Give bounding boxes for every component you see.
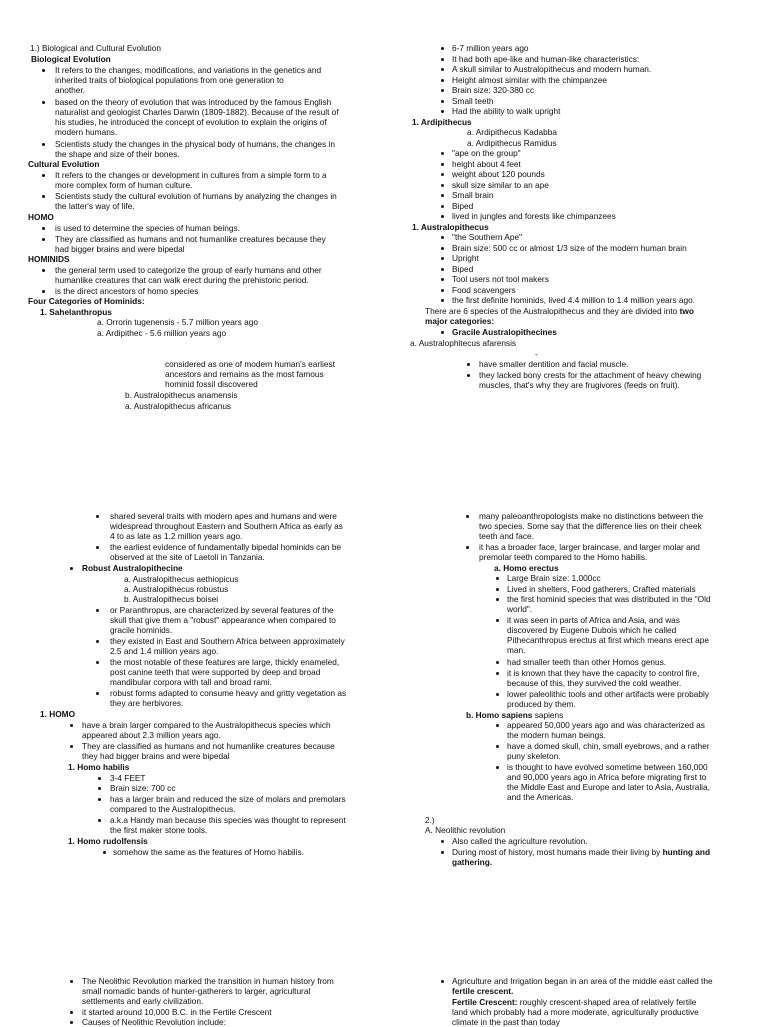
text-line: Also called the agriculture revolution. <box>452 836 588 846</box>
text-line: the earliest evidence of fundamentally bipedal hominids can be <box>110 542 342 552</box>
bullet <box>441 173 444 176</box>
bullet <box>70 1011 73 1014</box>
text-line: man. <box>507 645 526 655</box>
question-2-label: 2.) <box>425 815 435 825</box>
text-line: Small teeth <box>452 96 494 106</box>
bullet <box>42 143 45 146</box>
text-line: it has a broader face, larger braincase, and larger molar and <box>479 542 700 552</box>
text-line: Tool users not tool makers <box>452 274 549 284</box>
bullet <box>441 110 444 113</box>
major-categories-label: major categories: <box>425 316 495 326</box>
species-item: a. Australopithecus africanus <box>125 401 232 411</box>
homo-section-heading: 1. HOMO <box>40 709 76 719</box>
text-line: Small brain <box>452 190 494 200</box>
bullet <box>496 766 499 769</box>
bullet <box>496 661 499 664</box>
text-line: somehow the same as the features of Homo habilis. <box>113 847 304 857</box>
homo-rudolfensis-heading: 1. Homo rudolfensis <box>68 836 148 846</box>
species-item: a. Ardipithec - 5.6 million years ago <box>97 328 227 338</box>
text-line: weight about 120 pounds <box>452 169 545 179</box>
text-line: land which probably had a more moderate, agriculturally productive <box>452 1007 699 1017</box>
text-line: considered as one of modern human's earliest <box>165 359 335 369</box>
gracile-heading: Gracile Australopithecines <box>452 327 557 337</box>
text-line: climate in the past than today <box>452 1017 560 1027</box>
homo-heading: HOMO <box>28 212 54 222</box>
bullet <box>441 268 444 271</box>
text-line: Brain size: 500 cc or almost 1/3 size of the modern human brain <box>452 243 687 253</box>
text-line: 6-7 million years ago <box>452 43 529 53</box>
bullet <box>96 661 99 664</box>
text-line: Causes of Neolithic Revolution include: <box>82 1017 226 1027</box>
text-line: have a domed skull, chin, small eyebrows, and a rather <box>507 741 710 751</box>
text-line: muscles, that's why they are frugivores (feeds on fruit). <box>479 380 680 390</box>
text-line: the most notable of these features are large, thickly enameled, <box>110 657 340 667</box>
bullet <box>496 693 499 696</box>
text-line: compared to the Australopithecus. <box>110 804 236 814</box>
text-line: they lacked bony crests for the attachment of heavy chewing <box>479 370 702 380</box>
text-line: "ape on the group" <box>452 148 521 158</box>
bullet <box>441 205 444 208</box>
text-line: they existed in East and Southern Africa between approximately <box>110 636 345 646</box>
bold-run: Fertile Crescent: <box>452 997 518 1007</box>
text-line: Scientists study the changes in the physical body of humans, the changes in <box>55 139 335 149</box>
bullet <box>42 290 45 293</box>
hominids-heading: HOMINIDS <box>28 254 70 264</box>
text-run: sapiens <box>534 710 564 720</box>
during-line <box>452 847 710 857</box>
text-line: observed at the site of Laetoli in Tanzania. <box>110 552 265 562</box>
bullet <box>96 609 99 612</box>
bullet <box>496 619 499 622</box>
bullet <box>70 980 73 983</box>
text-line: the first maker stone tools. <box>110 825 208 835</box>
bullet <box>70 567 73 570</box>
text-run: There are 6 species of the Australopithecus and they are divided into <box>425 306 678 316</box>
text-line: appeared about 2.3 million years ago. <box>82 730 221 740</box>
text-line: it was seen in parts of Africa and Asia, and was <box>507 615 680 625</box>
text-line: humanlike creatures that can walk erect during the prehistoric period. <box>55 275 309 285</box>
bullet <box>441 152 444 155</box>
species-item: a. Ardipithecus Ramidus <box>467 138 557 148</box>
bullet <box>103 851 106 854</box>
bullet <box>441 68 444 71</box>
text-line: hominid fossil discovered <box>165 379 258 389</box>
bullet <box>441 980 444 983</box>
bullet <box>98 787 101 790</box>
bullet <box>42 174 45 177</box>
text-line: They are classified as humans and not humanlike creatures because <box>82 741 335 751</box>
bullet <box>466 515 469 518</box>
text-line: settlements and early civilization. <box>82 996 204 1006</box>
bold-run: fertile crescent. <box>452 986 514 996</box>
bullet <box>42 227 45 230</box>
bullet <box>496 745 499 748</box>
biological-evolution-heading: Biological Evolution <box>31 54 111 64</box>
bold-run: gathering. <box>452 857 493 867</box>
bullet <box>441 331 444 334</box>
bullet <box>98 798 101 801</box>
sahelanthropus-heading: 1. Sahelanthropus <box>40 307 112 317</box>
text-line: the latter's way of life. <box>55 201 135 211</box>
text-line: Biped <box>452 201 474 211</box>
text-line: is thought to have evolved sometime between 160,000 <box>507 762 708 772</box>
text-line: It refers to the changes or development in cultures from a simple form to a <box>55 170 327 180</box>
text-line: it is known that they have the capacity to control fire, <box>507 668 700 678</box>
text-line: A skull similar to Australopithecus and modern human. <box>452 64 652 74</box>
bullet <box>496 672 499 675</box>
text-line: discovered by Eugene Dubois which he called <box>507 625 677 635</box>
text-line: mandibular corpora with tall and broad rami. <box>110 677 272 687</box>
text-run: During most of history, most humans made their living by <box>452 847 661 857</box>
text-line: Height almost similar with the chimpanzee <box>452 75 607 85</box>
text-line: robust forms adapted to consume heavy and gritty vegetation as <box>110 688 347 698</box>
bullet <box>42 238 45 241</box>
text-line: Upright <box>452 253 479 263</box>
bullet <box>441 851 444 854</box>
text-line: Pithecanthropus erectus at first which means erect ape <box>507 635 709 645</box>
text-line: had bigger brains and were bipedal <box>55 244 185 254</box>
text-line: It refers to the changes, modifications, and variations in the genetics and <box>55 65 322 75</box>
text-line: The Neolithic Revolution marked the transition in human history from <box>82 976 334 986</box>
neolithic-heading: A. Neolithic revolution <box>425 825 506 835</box>
bullet <box>441 79 444 82</box>
text-line: inherited traits of biological populations from one generation to <box>55 75 284 85</box>
text-line: appeared 50,000 years ago and was characterized as <box>507 720 705 730</box>
bullet <box>441 257 444 260</box>
bullet <box>441 89 444 92</box>
bullet <box>98 819 101 822</box>
species-item: b. Australopithecus boisei <box>124 594 219 604</box>
bullet <box>441 47 444 50</box>
text-line: 4 to as late as 1.2 million years ago. <box>110 531 243 541</box>
text-line: many paleoanthropologists make no distinctions between the <box>479 511 704 521</box>
bullet <box>441 236 444 239</box>
bullet <box>42 269 45 272</box>
bullet <box>42 195 45 198</box>
bullet <box>70 745 73 748</box>
bullet <box>496 577 499 580</box>
text-line: Brain size: 700 cc <box>110 783 176 793</box>
text-line: world". <box>507 604 533 614</box>
bullet <box>96 692 99 695</box>
text-line: had smaller teeth than other Homos genus. <box>507 657 667 667</box>
text-line: Lived in shelters, Food gatherers, Crafted materials <box>507 584 696 594</box>
bullet <box>441 194 444 197</box>
text-line: post canine teeth that were supported by deep and broad <box>110 667 321 677</box>
text-line: Large Brain size: 1,000cc <box>507 573 601 583</box>
species-item: a. Australopithecus aethiopicus <box>124 574 239 584</box>
text-line: Scientists study the cultural evolution of humans by analyzing the changes in <box>55 191 337 201</box>
bullet <box>441 58 444 61</box>
text-line: it started around 10,000 B.C. in the Fertile Crescent <box>82 1007 272 1017</box>
text-line: they are herbivores. <box>110 698 184 708</box>
bullet <box>441 100 444 103</box>
text-line: the general term used to categorize the group of early humans and other <box>55 265 322 275</box>
text-line: height about 4 feet <box>452 159 521 169</box>
text-line: is used to determine the species of human beings. <box>55 223 240 233</box>
text-line: Agriculture and Irrigation began in an area of the middle east called the <box>452 976 713 986</box>
bullet <box>96 546 99 549</box>
text-line: Biped <box>452 264 474 274</box>
species-item: a. Australophitecus afarensis <box>410 338 517 348</box>
bold-run: hunting and <box>662 847 711 857</box>
text-line: premolar teeth compared to the Homo habilis. <box>479 552 648 562</box>
text-line: 2.5 and 1.4 million years ago. <box>110 646 219 656</box>
text-line: the first definite hominids, lived 4.4 million to 1.4 million years ago. <box>452 295 696 305</box>
text-line: they had bigger brains and were bipedal <box>82 751 230 761</box>
text-line: skull that give them a "robust" appearance when compared to <box>110 615 336 625</box>
text-line: another. <box>55 85 85 95</box>
bullet <box>466 546 469 549</box>
species-item: a. Orrorin tugenensis - 5.7 million years ago <box>97 317 258 327</box>
text-line: naturalist and geologist Charles Darwin (1809-1882). Because of the result of <box>55 107 339 117</box>
fertile-crescent-line <box>452 997 696 1007</box>
text-line: 3-4 FEET <box>110 773 146 783</box>
homo-habilis-heading: 1. Homo habilis <box>68 762 130 772</box>
bullet <box>96 515 99 518</box>
text-line: have smaller dentition and facial muscle. <box>479 359 629 369</box>
bullet <box>96 640 99 643</box>
text-line: his studies, he introduced the concept of evolution to explain the origins of <box>55 117 327 127</box>
four-categories-heading: Four Categories of Hominids: <box>28 296 145 306</box>
text-line: two species. Some say that the difference lies on their cheek <box>479 521 702 531</box>
homo-sapiens-line <box>466 710 563 720</box>
text-line: puny skeleton. <box>507 751 561 761</box>
bullet <box>441 184 444 187</box>
bullet <box>496 588 499 591</box>
bullet <box>441 163 444 166</box>
bullet <box>70 724 73 727</box>
text-line: gracile hominids. <box>110 625 173 635</box>
text-line: modern humans. <box>55 127 118 137</box>
text-line: the first hominid species that was distributed in the "Old <box>507 594 711 604</box>
text-line: lived in jungles and forests like chimpanzees <box>452 211 616 221</box>
text-line: is the direct ancestors of homo species <box>55 286 199 296</box>
text-line: based on the theory of evolution that was introduced by the famous English <box>55 97 332 107</box>
bullet <box>496 724 499 727</box>
text-line: They are classified as humans and not humanlike creatures because they <box>55 234 326 244</box>
text-line: the Middle East and Europe and later to Asia, Australia, <box>507 782 710 792</box>
six-species-line <box>425 306 694 316</box>
homo-sapiens-heading: b. Homo sapiens <box>466 710 533 720</box>
text-line: skull size similar to an ape <box>452 180 549 190</box>
cultural-evolution-heading: Cultural Evolution <box>28 159 100 169</box>
text-line: because of this, they survived the cold weather. <box>507 678 682 688</box>
species-item: a. Ardipithecus Kadabba <box>467 127 557 137</box>
ardipithecus-heading: 1. Ardipithecus <box>412 117 472 127</box>
question-1-title: 1.) Biological and Cultural Evolution <box>30 43 161 53</box>
bullet <box>98 777 101 780</box>
bullet <box>441 289 444 292</box>
robust-heading: Robust Australopithecine <box>82 563 183 573</box>
homo-erectus-heading: a. Homo erectus <box>494 563 559 573</box>
bullet <box>42 101 45 104</box>
text-line: shared several traits with modern apes and humans and were <box>110 511 337 521</box>
text-line: has a larger brain and reduced the size of molars and premolars <box>110 794 346 804</box>
bullet <box>441 299 444 302</box>
text-line: lower paleolithic tools and other artifacts were probably <box>507 689 709 699</box>
species-item: b. Australopithecus anamensis <box>125 390 238 400</box>
text-line: have a brain larger compared to the Australopithecus species which <box>82 720 331 730</box>
text-line: It had both ape-like and human-like characteristics: <box>452 54 640 64</box>
bullet <box>441 278 444 281</box>
australopithecus-heading: 1. Australopithecus <box>412 222 489 232</box>
text-line: the shape and size of their bones. <box>55 149 180 159</box>
text-line: the modern human beings. <box>507 730 606 740</box>
text-line: and the Americas. <box>507 792 574 802</box>
text-line: more complex form of human culture. <box>55 180 193 190</box>
text-line: Brain size: 320-380 cc <box>452 85 535 95</box>
text-line: teeth and face. <box>479 531 534 541</box>
bullet <box>467 374 470 377</box>
bullet <box>441 840 444 843</box>
bullet <box>467 363 470 366</box>
dash-marker: - <box>535 349 538 359</box>
text-line: Had the ability to walk upright <box>452 106 561 116</box>
text-line: ancestors and remains as the most famous <box>165 369 324 379</box>
text-line: produced by them. <box>507 699 576 709</box>
text-line: and 90,000 years ago in Africa before migrating first to <box>507 772 707 782</box>
text-run: roughly crescent-shaped area of relatively fertile <box>519 997 697 1007</box>
bold-run: two <box>679 306 694 316</box>
species-item: a. Australopithecus robustus <box>124 584 229 594</box>
text-line: small nomadic bands of hunter-gatherers to larger, agricultural <box>82 986 311 996</box>
text-line: a.k.a Handy man because this species was thought to represent <box>110 815 346 825</box>
bullet <box>441 247 444 250</box>
text-line: widespread throughout Eastern and Southern Africa as early as <box>110 521 343 531</box>
text-line: Food scavengers <box>452 285 516 295</box>
text-line: "the Southern Ape" <box>452 232 523 242</box>
text-line: or Paranthropus, are characterized by several features of the <box>110 605 334 615</box>
bullet <box>441 215 444 218</box>
bullet <box>42 69 45 72</box>
bullet <box>496 598 499 601</box>
